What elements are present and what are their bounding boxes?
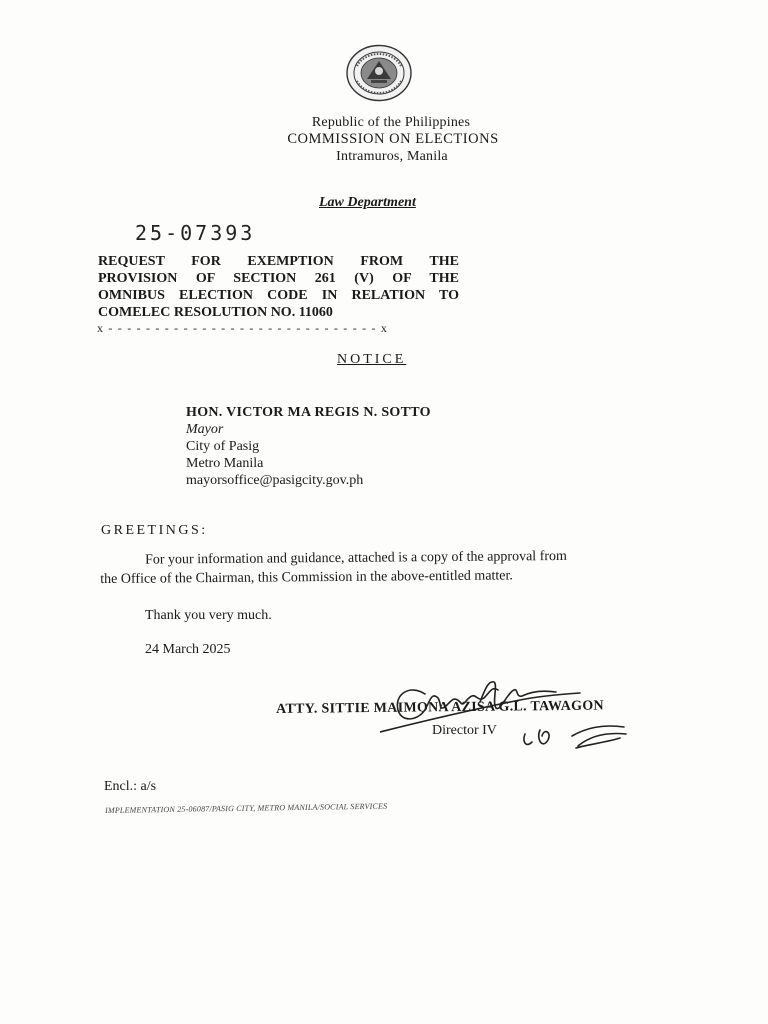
addressee-name: HON. VICTOR MA REGIS N. SOTTO (186, 405, 431, 420)
document-number: 25-07393 (135, 221, 256, 245)
addressee-title: Mayor (186, 422, 224, 437)
subject-line-2: PROVISION OF SECTION 261 (V) OF THE (98, 271, 459, 286)
subject-line-3: OMNIBUS ELECTION CODE IN RELATION TO (98, 288, 459, 303)
greeting: GREETINGS: (101, 523, 208, 538)
signatory-name: ATTY. SITTIE MAIMONA AZISA G.L. TAWAGON (276, 698, 604, 717)
comelec-seal-icon (345, 44, 413, 102)
body-paragraph (100, 546, 670, 589)
body-line-2: the Office of the Chairman, this Commission in the above-entitled matter. (100, 568, 513, 587)
header-address: Intramuros, Manila (336, 149, 448, 164)
header-country: Republic of the Philippines (311, 115, 471, 130)
addressee-city: City of Pasig (186, 439, 260, 454)
signatory-position: Director IV (432, 723, 497, 738)
department-heading: Law Department (319, 195, 416, 210)
addressee-block (186, 404, 431, 489)
subject-block (98, 253, 459, 321)
enclosure-note: Encl.: a/s (104, 779, 157, 794)
handwritten-signature-icon (380, 672, 635, 772)
notice-heading: NOTICE (337, 352, 407, 367)
body-line-1: For your information and guidance, attached is a copy of the approval from (145, 548, 567, 568)
subject-line-1: REQUEST FOR EXEMPTION FROM THE (98, 254, 459, 269)
closing-thanks: Thank you very much. (145, 608, 272, 623)
letter-date: 24 March 2025 (145, 642, 231, 657)
addressee-email: mayorsoffice@pasigcity.gov.ph (186, 473, 364, 488)
header-agency: COMMISSION ON ELECTIONS (287, 131, 499, 147)
footer-reference: IMPLEMENTATION 25-06087/PASIG CITY, METRO MANILA/SOCIAL SERVICES (105, 801, 388, 815)
addressee-region: Metro Manila (186, 456, 264, 471)
subject-separator: x - - - - - - - - - - - - - - - - - - - - - - - - - - - - - x (97, 321, 389, 335)
subject-line-4: COMELEC RESOLUTION NO. 11060 (98, 305, 333, 320)
